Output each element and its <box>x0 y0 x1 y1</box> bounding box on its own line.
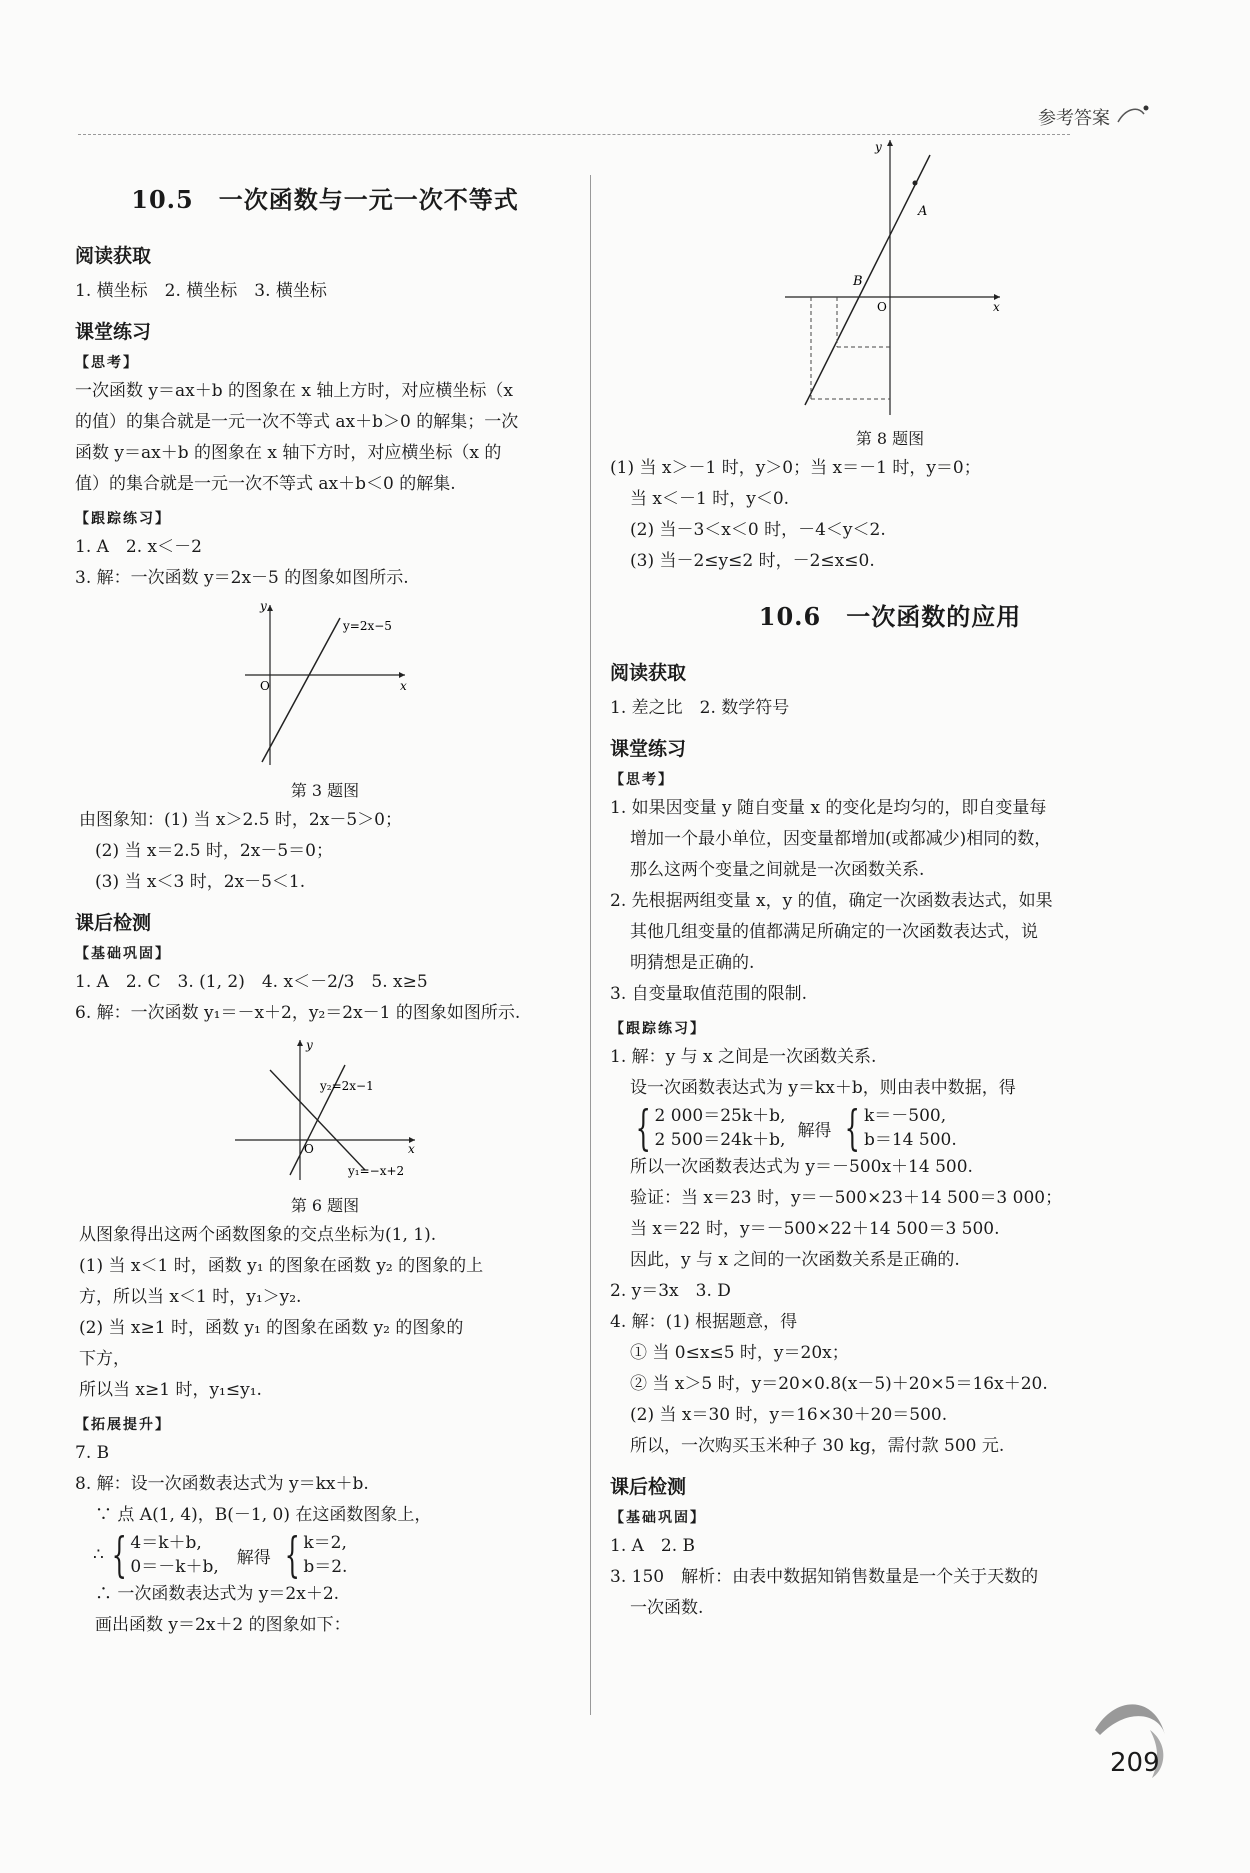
figure-6 <box>75 1035 575 1189</box>
think-tag: 【思考】 <box>75 355 139 371</box>
figure-3 <box>75 600 575 774</box>
svg-text:x: x <box>400 679 407 693</box>
reading-answers: 1. 横坐标 2. 横坐标 3. 横坐标 <box>75 281 327 301</box>
svg-text:y: y <box>260 600 267 613</box>
q4-line: 4. 解：(1) 根据题意，得 <box>610 1312 798 1332</box>
q3-line: 3. 150 解析：由表中数据知销售数量是一个关于天数的 <box>610 1567 1039 1587</box>
q1-more: 验证：当 x＝23 时，y＝－500×23＋14 500＝3 000； <box>630 1188 1063 1208</box>
sys1-eq1: 2 000＝25k＋b, <box>654 1106 786 1126</box>
fig8-line: 当 x＜－1 时，y＜0. <box>630 489 790 509</box>
figure-3-func-label: y=2x−5 <box>343 619 392 633</box>
final-line: 画出函数 y＝2x＋2 的图象如下： <box>95 1615 351 1635</box>
figure-6-label-y2: y₂=2x−1 <box>320 1079 374 1093</box>
reading-heading: 阅读获取 <box>75 245 152 267</box>
basic-line-106: 1. A 2. B <box>610 1536 696 1556</box>
figure-6-label-y1: y₁=−x+2 <box>348 1164 405 1178</box>
fig3-line: 由图象知：(1) 当 x＞2.5 时，2x－5＞0； <box>79 810 402 830</box>
think-line: 的值）的集合就是一元一次不等式 ax＋b＞0 的解集；一次 <box>75 412 519 432</box>
figure-8-graph <box>775 135 1005 420</box>
figure-8 <box>610 135 1170 424</box>
extend-tag: 【拓展提升】 <box>75 1417 171 1433</box>
q4-line: ② 当 x＞5 时，y＝20×0.8(x－5)＋20×5＝16x＋20. <box>630 1374 1048 1394</box>
think-line-106: 1. 如果因变量 y 随自变量 x 的变化是均匀的，即自变量每 <box>610 798 1047 818</box>
sys1-sol2: b＝14 500. <box>863 1130 957 1150</box>
after-class-heading: 课后检测 <box>75 912 152 934</box>
reading-answers-106: 1. 差之比 2. 数学符号 <box>610 698 790 718</box>
sys8-eq1: 4＝k＋b, <box>130 1533 202 1553</box>
think-line: 函数 y＝ax＋b 的图象在 x 轴下方时，对应横坐标（x 的 <box>75 443 502 463</box>
think-line-106: 明猜想是正确的. <box>630 953 755 973</box>
page-number: 209 <box>1110 1748 1160 1778</box>
q4-line: 所以，一次购买玉米种子 30 kg，需付款 500 元. <box>630 1436 1005 1456</box>
figure-6-caption: 第 6 题图 <box>290 1196 360 1215</box>
equation-system-1: { 2 000＝25k＋b, 2 500＝24k＋b, 解得 { k＝－500, b＝14 500. <box>635 1100 957 1156</box>
left-column <box>75 160 575 1641</box>
figure-8-label-b: B <box>853 274 863 289</box>
fig6-line: (1) 当 x＜1 时，函数 y₁ 的图象在函数 y₂ 的图象的上 <box>79 1256 484 1276</box>
fig8-line: (3) 当－2≤y≤2 时，－2≤x≤0. <box>630 551 875 571</box>
extend-line: ∵ 点 A(1, 4)，B(－1, 0) 在这函数图象上， <box>95 1505 432 1525</box>
sys8-mid: 解得 <box>236 1547 271 1568</box>
basic-tag: 【基础巩固】 <box>75 946 171 962</box>
fig6-line: 从图象得出这两个函数图象的交点坐标为(1, 1). <box>79 1225 437 1245</box>
follow-line: 3. 解：一次函数 y＝2x－5 的图象如图所示. <box>75 568 409 588</box>
fig3-line: (2) 当 x＝2.5 时，2x－5＝0； <box>95 841 333 861</box>
figure-8-label-a: A <box>918 204 928 219</box>
follow-tag-106: 【跟踪练习】 <box>610 1021 706 1037</box>
svg-text:y: y <box>875 140 882 154</box>
q1-line: 1. 解：y 与 x 之间是一次函数关系. <box>610 1047 877 1067</box>
q1-more: 所以一次函数表达式为 y＝－500x＋14 500. <box>630 1157 973 1177</box>
think-line: 一次函数 y＝ax＋b 的图象在 x 轴上方时，对应横坐标（x <box>75 381 513 401</box>
basic-tag-106: 【基础巩固】 <box>610 1510 706 1526</box>
figure-8-label-o: O <box>877 300 887 314</box>
right-column <box>610 135 1170 1624</box>
column-divider <box>590 175 591 1715</box>
think-line-106: 其他几组变量的值都满足所确定的一次函数表达式，说 <box>630 922 1038 942</box>
figure-3-graph <box>240 600 410 770</box>
extend-line: 8. 解：设一次函数表达式为 y＝kx＋b. <box>75 1474 369 1494</box>
fig3-line: (3) 当 x＜3 时，2x－5＜1. <box>95 872 306 892</box>
fig6-line: 方，所以当 x＜1 时，y₁＞y₂. <box>79 1287 302 1307</box>
reading-heading-106: 阅读获取 <box>610 662 687 684</box>
svg-text:O: O <box>304 1142 314 1156</box>
q1-line: 设一次函数表达式为 y＝kx＋b，则由表中数据，得 <box>630 1078 1016 1098</box>
q1-more: 因此，y 与 x 之间的一次函数关系是正确的. <box>630 1250 960 1270</box>
think-tag-106: 【思考】 <box>610 772 674 788</box>
fig8-line: (1) 当 x＞－1 时，y＞0；当 x＝－1 时，y＝0； <box>610 458 981 478</box>
think-line: 值）的集合就是一元一次不等式 ax＋b＜0 的解集. <box>75 474 456 494</box>
figure-3-caption: 第 3 题图 <box>290 781 360 800</box>
figure-6-graph <box>230 1035 420 1185</box>
q1-more: 当 x＝22 时，y＝－500×22＋14 500＝3 500. <box>630 1219 1000 1239</box>
sys1-sol1: k＝－500, <box>863 1106 947 1126</box>
q23-line: 2. y＝3x 3. D <box>610 1281 731 1301</box>
final-line: ∴ 一次函数表达式为 y＝2x＋2. <box>95 1584 340 1604</box>
page-header <box>78 98 1150 138</box>
sys1-eq2: 2 500＝24k＋b, <box>654 1130 786 1150</box>
after-class-heading-106: 课后检测 <box>610 1476 687 1498</box>
sys8-eq2: 0＝－k＋b, <box>130 1557 219 1577</box>
basic-line: 1. A 2. C 3. (1, 2) 4. x＜－2/3 5. x≥5 <box>75 972 428 992</box>
svg-text:x: x <box>408 1142 415 1156</box>
think-line-106: 增加一个最小单位，因变量都增加(或都减少)相同的数， <box>630 829 1052 849</box>
q6-line: 6. 解：一次函数 y₁＝－x＋2，y₂＝2x－1 的图象如图所示. <box>75 1003 521 1023</box>
extend-line: 7. B <box>75 1443 110 1463</box>
q4-line: ① 当 0≤x≤5 时，y＝20x； <box>630 1343 849 1363</box>
q3-line: 一次函数. <box>630 1598 704 1618</box>
svg-text:O: O <box>260 679 270 693</box>
sys1-mid: 解得 <box>797 1120 832 1141</box>
section-title-10-5: 10.5 一次函数与一元一次不等式 <box>131 185 519 214</box>
follow-tag: 【跟踪练习】 <box>75 511 171 527</box>
fig6-line: (2) 当 x≥1 时，函数 y₁ 的图象在函数 y₂ 的图象的 <box>79 1318 464 1338</box>
think-line-106: 那么这两个变量之间就是一次函数关系. <box>630 860 925 880</box>
think-line-106: 3. 自变量取值范围的限制. <box>610 984 808 1004</box>
fig8-line: (2) 当－3＜x＜0 时，－4＜y＜2. <box>630 520 886 540</box>
class-heading-106: 课堂练习 <box>610 738 687 760</box>
svg-text:x: x <box>993 300 1000 314</box>
sys8-sol1: k＝2, <box>303 1533 347 1553</box>
think-line-106: 2. 先根据两组变量 x，y 的值，确定一次函数表达式，如果 <box>610 891 1053 911</box>
sys8-sol2: b＝2. <box>303 1557 348 1577</box>
header-swirl-icon <box>1116 100 1150 130</box>
svg-text:y: y <box>306 1038 313 1052</box>
follow-line: 1. A 2. x＜－2 <box>75 537 202 557</box>
header-label: 参考答案 <box>1038 108 1110 129</box>
figure-8-caption: 第 8 题图 <box>855 429 925 448</box>
section-title-10-6: 10.6 一次函数的应用 <box>758 602 1022 631</box>
fig6-line: 所以当 x≥1 时，y₁≤y₁. <box>79 1380 262 1400</box>
fig6-line: 下方， <box>79 1349 130 1369</box>
equation-system-8: ∴ { 4＝k＋b, 0＝－k＋b, 解得 { k＝2, b＝2. <box>93 1527 348 1583</box>
class-heading: 课堂练习 <box>75 321 152 343</box>
q4-line: (2) 当 x＝30 时，y＝16×30＋20＝500. <box>630 1405 948 1425</box>
